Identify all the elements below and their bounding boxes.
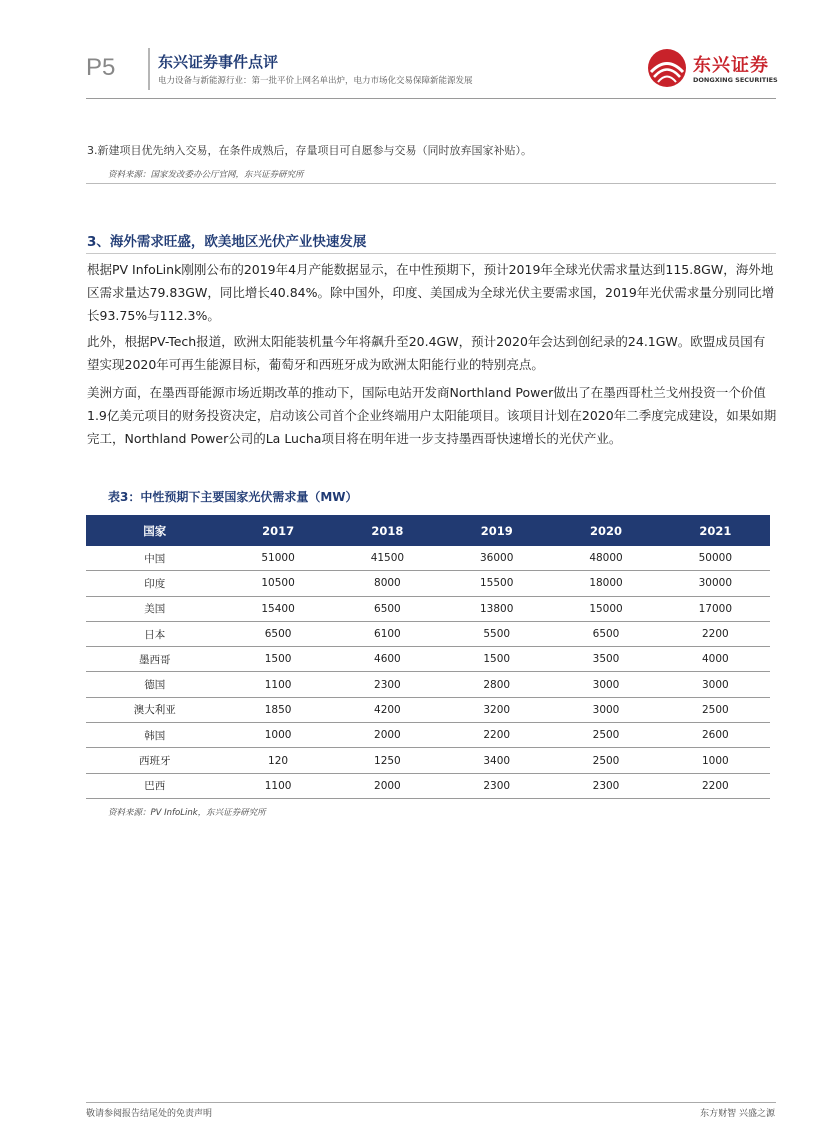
header-2018: 2018 xyxy=(333,515,442,546)
header-2019: 2019 xyxy=(442,515,551,546)
table-row xyxy=(86,773,770,798)
cell-value: 1000 xyxy=(661,748,770,773)
logo-english: DONGXING SECURITIES xyxy=(693,76,778,84)
header-rule xyxy=(86,98,776,99)
paragraph-3: 美洲方面，在墨西哥能源市场近期改革的推动下，国际电站开发商Northland Power做出了在墨西哥杜兰戈州投资一个价值1.9亿美元项目的财务投资决定，启动该公司首个企业终端用户太阳能项目。该项目计划在2020年二季度完成建设，如果如期完工，Northland Power公司的La Lucha项目将在明年进一步支持墨西哥快速增长的光伏产业。 xyxy=(87,385,777,446)
header-2021: 2021 xyxy=(661,515,770,546)
policy-item-3: 3.新建项目优先纳入交易，在条件成熟后，存量项目可自愿参与交易（同时放弃国家补贴）。 xyxy=(87,144,532,157)
separator-rule xyxy=(86,183,776,184)
table-row xyxy=(86,748,770,773)
table-title: 表3：中性预期下主要国家光伏需求量（MW） xyxy=(108,490,358,504)
cell-value: 2200 xyxy=(661,621,770,646)
table-header-row xyxy=(86,515,770,546)
cell-value: 2300 xyxy=(551,773,660,798)
table-row xyxy=(86,723,770,748)
header-divider xyxy=(148,48,150,90)
cell-value: 120 xyxy=(223,748,332,773)
cell-value: 2200 xyxy=(442,723,551,748)
cell-country: 日本 xyxy=(86,621,223,646)
table-row xyxy=(86,571,770,596)
cell-value: 17000 xyxy=(661,596,770,621)
cell-value: 48000 xyxy=(551,546,660,571)
table-row xyxy=(86,546,770,571)
cell-country: 墨西哥 xyxy=(86,647,223,672)
table-row xyxy=(86,596,770,621)
cell-value: 3400 xyxy=(442,748,551,773)
cell-value: 3200 xyxy=(442,697,551,722)
source-note-2: 资料来源：PV InfoLink，东兴证券研究所 xyxy=(108,808,266,818)
page-number: P5 xyxy=(86,54,116,81)
cell-value: 1100 xyxy=(223,773,332,798)
cell-country: 西班牙 xyxy=(86,748,223,773)
cell-value: 1500 xyxy=(442,647,551,672)
logo-text: 东兴证券 xyxy=(693,55,769,76)
cell-value: 51000 xyxy=(223,546,332,571)
cell-value: 41500 xyxy=(333,546,442,571)
cell-value: 3500 xyxy=(551,647,660,672)
cell-value: 18000 xyxy=(551,571,660,596)
cell-country: 韩国 xyxy=(86,723,223,748)
cell-value: 50000 xyxy=(661,546,770,571)
header-2020: 2020 xyxy=(551,515,660,546)
cell-value: 4200 xyxy=(333,697,442,722)
cell-value: 15400 xyxy=(223,596,332,621)
table-row xyxy=(86,697,770,722)
source-note-1: 资料来源：国家发改委办公厅官网，东兴证券研究所 xyxy=(108,170,304,180)
footer-slogan: 东方财智 兴盛之源 xyxy=(700,1109,775,1119)
section-underline xyxy=(86,253,776,254)
cell-value: 2300 xyxy=(442,773,551,798)
cell-value: 2800 xyxy=(442,672,551,697)
cell-value: 1250 xyxy=(333,748,442,773)
report-subtitle: 电力设备与新能源行业：第一批平价上网名单出炉，电力市场化交易保障新能源发展 xyxy=(158,76,473,86)
cell-value: 2500 xyxy=(551,723,660,748)
report-title: 东兴证券事件点评 xyxy=(158,53,279,71)
cell-value: 4000 xyxy=(661,647,770,672)
cell-value: 4600 xyxy=(333,647,442,672)
cell-value: 3000 xyxy=(551,697,660,722)
cell-value: 2600 xyxy=(661,723,770,748)
cell-value: 1100 xyxy=(223,672,332,697)
cell-value: 2200 xyxy=(661,773,770,798)
header-country: 国家 xyxy=(86,515,223,546)
cell-country: 美国 xyxy=(86,596,223,621)
cell-value: 6500 xyxy=(223,621,332,646)
paragraph-1: 根据PV InfoLink刚刚公布的2019年4月产能数据显示，在中性预期下，预计2019年全球光伏需求量达到115.8GW，海外地区需求量达79.83GW，同比增长40.84%。除中国外，印度、美国成为全球光伏主要需求国，2019年光伏需求量分别同比增长93.75%与112.3%。 xyxy=(87,262,775,323)
cell-value: 1850 xyxy=(223,697,332,722)
cell-country: 中国 xyxy=(86,546,223,571)
cell-value: 1500 xyxy=(223,647,332,672)
cell-value: 1000 xyxy=(223,723,332,748)
cell-value: 15000 xyxy=(551,596,660,621)
cell-value: 6500 xyxy=(333,596,442,621)
cell-value: 2300 xyxy=(333,672,442,697)
footer-rule xyxy=(86,1102,776,1103)
paragraph-2: 此外，根据PV-Tech报道，欧洲太阳能装机量今年将飙升至20.4GW，预计2020年会达到创纪录的24.1GW。欧盟成员国有望实现2020年可再生能源目标，葡萄牙和西班牙成为欧洲太阳能行业的特别亮点。 xyxy=(87,334,766,372)
cell-value: 2000 xyxy=(333,723,442,748)
cell-country: 巴西 xyxy=(86,773,223,798)
section-title: 3、海外需求旺盛，欧美地区光伏产业快速发展 xyxy=(87,234,367,250)
cell-value: 3000 xyxy=(661,672,770,697)
cell-value: 2000 xyxy=(333,773,442,798)
cell-country: 德国 xyxy=(86,672,223,697)
cell-value: 6500 xyxy=(551,621,660,646)
cell-value: 2500 xyxy=(551,748,660,773)
footer-disclaimer: 敬请参阅报告结尾处的免责声明 xyxy=(86,1109,213,1119)
header-2017: 2017 xyxy=(223,515,332,546)
cell-value: 3000 xyxy=(551,672,660,697)
cell-value: 5500 xyxy=(442,621,551,646)
cell-value: 6100 xyxy=(333,621,442,646)
cell-value: 8000 xyxy=(333,571,442,596)
table-row xyxy=(86,621,770,646)
cell-value: 13800 xyxy=(442,596,551,621)
cell-value: 15500 xyxy=(442,571,551,596)
cell-value: 10500 xyxy=(223,571,332,596)
cell-country: 澳大利亚 xyxy=(86,697,223,722)
table-row xyxy=(86,647,770,672)
cell-value: 30000 xyxy=(661,571,770,596)
cell-value: 2500 xyxy=(661,697,770,722)
table-row xyxy=(86,672,770,697)
pv-demand-table xyxy=(86,515,770,799)
cell-value: 36000 xyxy=(442,546,551,571)
cell-country: 印度 xyxy=(86,571,223,596)
